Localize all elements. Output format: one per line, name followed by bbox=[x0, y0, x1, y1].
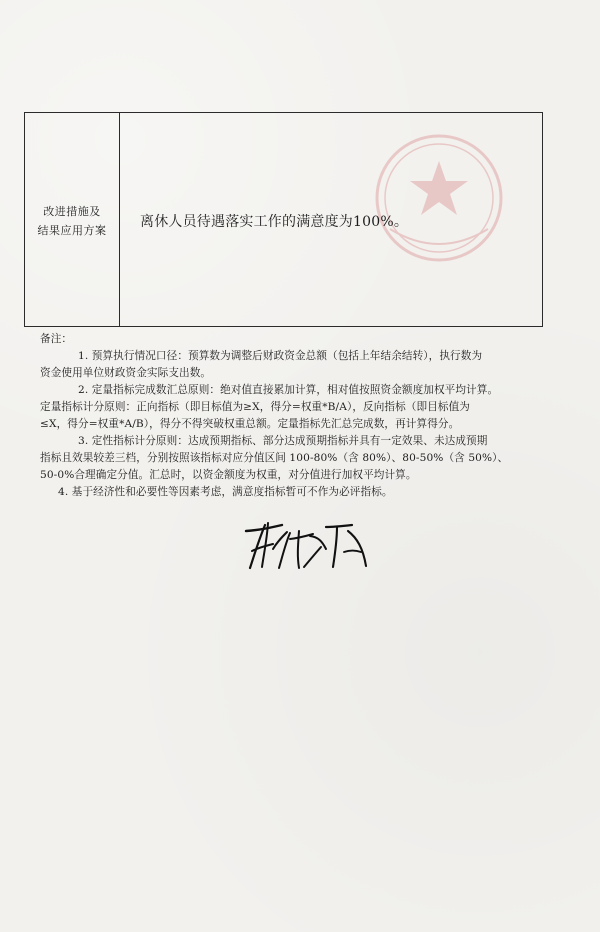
signature-icon bbox=[242, 513, 377, 578]
table-label: 改进措施及 结果应用方案 bbox=[37, 204, 107, 237]
table-content-cell bbox=[120, 113, 542, 326]
note-line-8: 50-0%合理确定分值。汇总时，以资金额度为权重，对分值进行加权平均计算。 bbox=[40, 469, 417, 481]
note-line-5: ≤X，得分=权重*A/B），得分不得突破权重总额。定量指标先汇总完成数，再计算得分。 bbox=[40, 418, 460, 430]
note-line-3: 2. 定量指标完成数汇总原则：绝对值直接累加计算，相对值按照资金额度加权平均计算。 bbox=[78, 384, 499, 396]
measures-table bbox=[24, 112, 543, 327]
note-line-2: 资金使用单位财政资金实际支出数。 bbox=[40, 367, 212, 379]
note-line-1: 1. 预算执行情况口径：预算数为调整后财政资金总额（包括上年结余结转），执行数为 bbox=[78, 350, 483, 362]
note-line-4: 定量指标计分原则：正向指标（即目标值为≥X，得分=权重*B/A），反向指标（即目标值为 bbox=[40, 401, 470, 413]
note-line-7: 指标且效果较差三档，分别按照该指标对应分值区间 100-80%（含 80%）、80-50%（含 50%）、 bbox=[40, 452, 509, 464]
table-label-cell bbox=[25, 113, 120, 326]
notes-section bbox=[40, 331, 550, 501]
note-line-6: 3. 定性指标计分原则：达成预期指标、部分达成预期指标并具有一定效果、未达成预期 bbox=[78, 435, 488, 447]
improvement-measure-text: 离休人员待遇落实工作的满意度为100%。 bbox=[140, 214, 409, 230]
notes-title: 备注： bbox=[40, 333, 73, 345]
seal-icon bbox=[364, 123, 514, 273]
note-line-9: 4. 基于经济性和必要性等因素考虑，满意度指标暂可不作为必评指标。 bbox=[58, 486, 393, 498]
